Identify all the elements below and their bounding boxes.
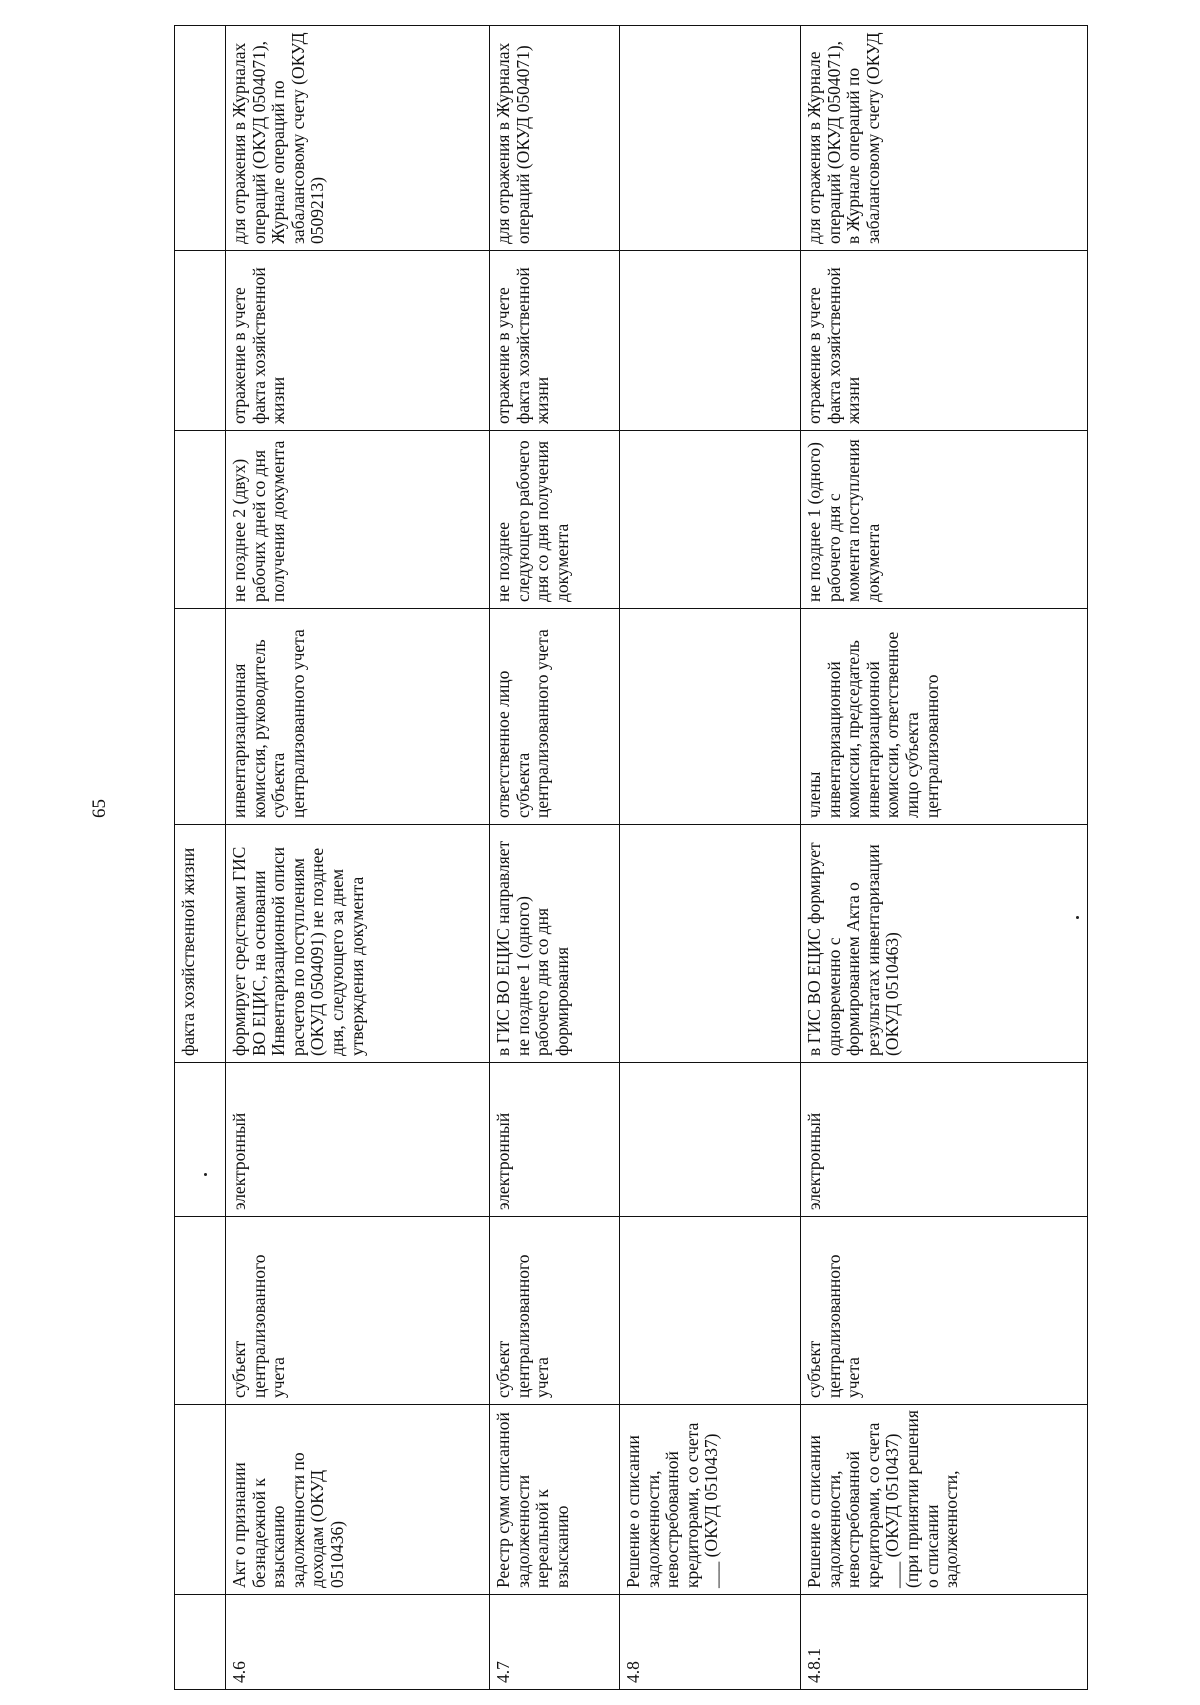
cell-responsible: субъект централизованного учета	[801, 1217, 1088, 1405]
cell-registry: для отражения в Журналах операций (ОКУД 0504071)	[490, 26, 620, 251]
cell-form: электронный	[801, 1063, 1088, 1217]
cell-id: 4.8.1	[801, 1595, 1088, 1690]
cell-form	[175, 1063, 226, 1217]
cell-purpose: отражение в учете факта хозяйственной жизни	[801, 251, 1088, 431]
cell-form: электронный	[490, 1063, 620, 1217]
cell-deadline: не позднее 2 (двух) рабочих дней со дня получения документа	[226, 431, 490, 609]
cell-document-name: Акт о признании безнадежной к взысканию задолженности по доходам (ОКУД 0510436)	[226, 1405, 490, 1595]
table-row	[226, 26, 490, 1690]
table-row	[175, 26, 226, 1690]
cell-deadline: не позднее 1 (одного) рабочего дня с момента поступления документа	[801, 431, 1088, 609]
cell-registry: для отражения в Журнале операций (ОКУД 0504071), в Журнале операций по забалансовому счету (ОКУД	[801, 26, 1088, 251]
cell-responsible	[175, 1217, 226, 1405]
cell-responsible: субъект централизованного учета	[226, 1217, 490, 1405]
cell-who	[620, 609, 801, 825]
table-row	[620, 26, 801, 1690]
table-row	[490, 26, 620, 1690]
cell-deadline: не позднее следующего рабочего дня со дня получения документа	[490, 431, 620, 609]
cell-registry	[175, 26, 226, 251]
cell-id	[175, 1595, 226, 1690]
cell-action: в ГИС ВО ЕЦИС направляет не позднее 1 (одного) рабочего дня со дня формирования	[490, 825, 620, 1063]
cell-deadline	[175, 431, 226, 609]
cell-registry	[620, 26, 801, 251]
cell-document-name: Решение о списании задолженности, невостребованной кредиторами, со счета ___ (ОКУД 0510437) (при принятии решения о списании задолженности,	[801, 1405, 1088, 1595]
cell-id: 4.6	[226, 1595, 490, 1690]
cell-form: электронный	[226, 1063, 490, 1217]
cell-id: 4.8	[620, 1595, 801, 1690]
cell-id: 4.7	[490, 1595, 620, 1690]
cell-responsible: субъект централизованного учета	[490, 1217, 620, 1405]
document-table	[174, 25, 1088, 1690]
cell-who: ответственное лицо субъекта централизованного учета	[490, 609, 620, 825]
cell-deadline	[620, 431, 801, 609]
cell-who: члены инвентаризационной комиссии, председатель инвентаризационной комиссии, ответственное лицо субъекта централизованного	[801, 609, 1088, 825]
cell-action: в ГИС ВО ЕЦИС формирует одновременно с формированием Акта о результатах инвентаризации (ОКУД 0510463)	[801, 825, 1088, 1063]
cell-purpose	[620, 251, 801, 431]
cell-responsible	[620, 1217, 801, 1405]
cell-action	[620, 825, 801, 1063]
page-number: 65	[89, 799, 110, 818]
cell-purpose: отражение в учете факта хозяйственной жизни	[490, 251, 620, 431]
cell-purpose	[175, 251, 226, 431]
cell-action: факта хозяйственной жизни	[175, 825, 226, 1063]
cell-purpose: отражение в учете факта хозяйственной жизни	[226, 251, 490, 431]
cell-who: инвентаризационная комиссия, руководитель субъекта централизованного учета	[226, 609, 490, 825]
table-row	[801, 26, 1088, 1690]
cell-document-name: Решение о списании задолженности, невостребованной кредиторами, со счета ___ (ОКУД 0510437)	[620, 1405, 801, 1595]
cell-form	[620, 1063, 801, 1217]
cell-registry: для отражения в Журналах операций (ОКУД 0504071), Журнале операций по забалансовому счету (ОКУД 0509213)	[226, 26, 490, 251]
cell-who	[175, 609, 226, 825]
cell-action: формирует средствами ГИС ВО ЕЦИС, на основании Инвентаризационной описи расчетов по поступлениям (ОКУД 0504091) не позднее дня, следующего за днем утверждения документа	[226, 825, 490, 1063]
cell-document-name: Реестр сумм списанной задолженности нереальной к взысканию	[490, 1405, 620, 1595]
rotated-table-container	[174, 26, 1087, 1690]
cell-document-name	[175, 1405, 226, 1595]
